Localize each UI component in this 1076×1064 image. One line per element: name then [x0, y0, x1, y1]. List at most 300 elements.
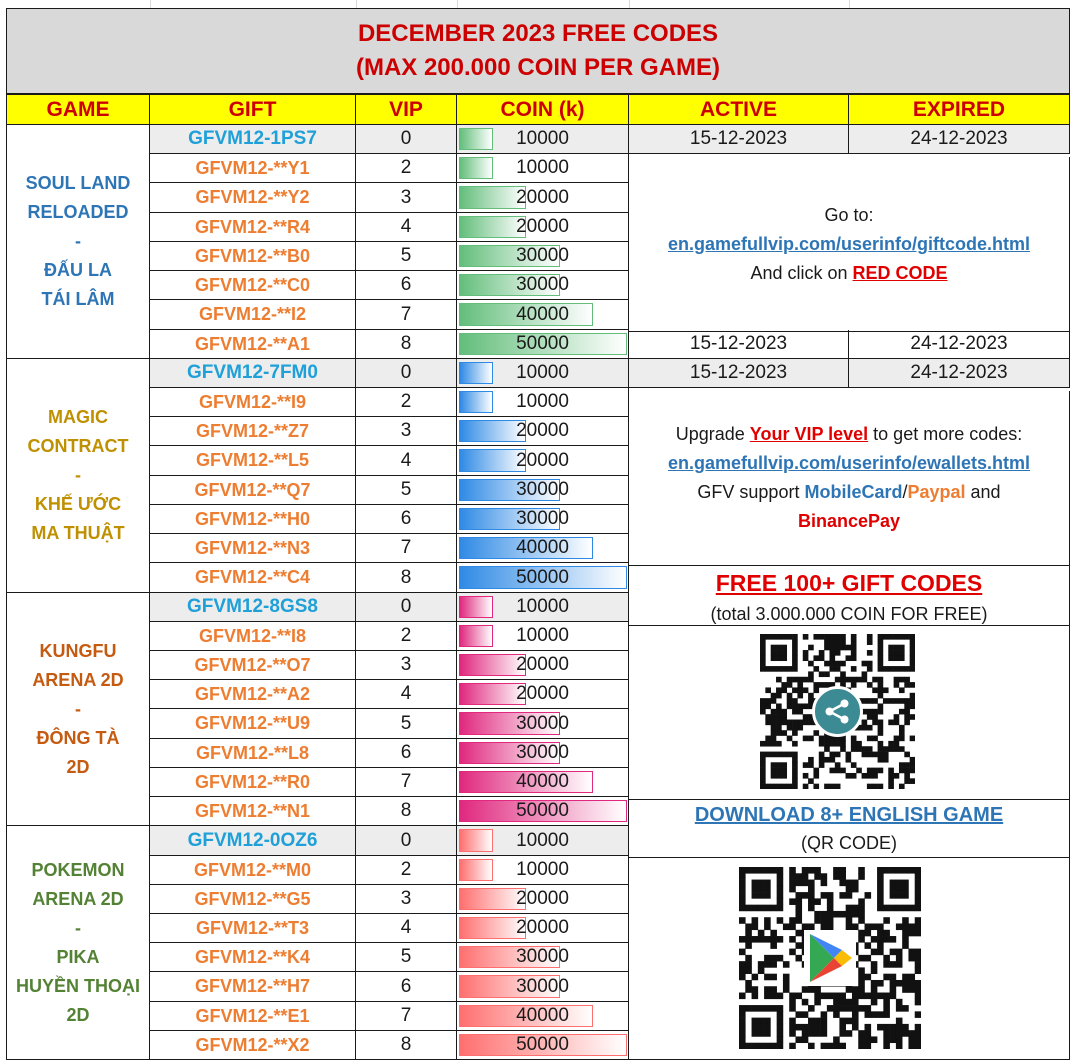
game-name-cell: [6, 593, 150, 826]
qr-module: [819, 741, 825, 747]
qr-module: [910, 736, 915, 742]
coin-value: 20000: [516, 888, 569, 909]
qr-module: [896, 886, 903, 893]
qr-module: [902, 917, 909, 924]
gift-code-cell[interactable]: GFVM12-8GS8: [150, 593, 356, 622]
qr-module: [821, 892, 828, 899]
qr-module: [915, 880, 921, 887]
qr-module: [776, 720, 782, 726]
qr-module: [795, 1024, 802, 1031]
qr-module: [813, 666, 819, 672]
qr-module: [883, 993, 890, 1000]
qr-module: [862, 773, 868, 779]
qr-module: [765, 736, 771, 742]
qr-module: [878, 768, 884, 774]
gift-code-cell[interactable]: GFVM12-**R0: [150, 768, 356, 797]
qr-module: [797, 687, 803, 693]
qr-module: [752, 974, 759, 981]
qr-module: [739, 936, 746, 943]
qr-module: [910, 682, 915, 688]
gift-code-cell[interactable]: GFVM12-**Q7: [150, 476, 356, 505]
gift-code-cell[interactable]: GFVM12-**R4: [150, 213, 356, 242]
qr-module: [899, 645, 905, 651]
qr-module: [829, 650, 835, 656]
gift-code-cell[interactable]: GFVM12-**C0: [150, 271, 356, 300]
game-name-line: 2D: [66, 1004, 90, 1025]
qr-module: [745, 955, 752, 962]
qr-module: [795, 955, 802, 962]
vip-cell: 7: [356, 300, 457, 330]
qr-module: [808, 736, 814, 742]
qr-module: [819, 671, 825, 677]
qr-module: [821, 923, 828, 930]
qr-module: [802, 923, 809, 930]
qr-module: [883, 974, 890, 981]
game-name-cell: [6, 826, 150, 1060]
qr-module: [819, 650, 825, 656]
qr-module: [803, 650, 809, 656]
coin-value: 30000: [516, 742, 569, 763]
game-name-line: ARENA 2D: [32, 669, 124, 690]
qr-module: [827, 1043, 834, 1049]
info-goto: Go to:: [824, 204, 874, 225]
qr-code-download[interactable]: [739, 867, 921, 1049]
qr-module: [910, 762, 915, 768]
qr-module: [821, 1043, 828, 1049]
gift-code-cell[interactable]: GFVM12-**G5: [150, 885, 356, 914]
qr-module: [910, 698, 915, 704]
coin-value: 20000: [516, 654, 569, 675]
qr-module: [771, 709, 777, 715]
qr-module: [781, 682, 787, 688]
qr-module: [851, 677, 857, 683]
qr-module: [776, 768, 782, 774]
qr-module: [915, 955, 921, 962]
qr-module: [745, 936, 752, 943]
qr-module: [858, 986, 865, 993]
qr-module: [904, 773, 910, 779]
qr-module: [839, 993, 846, 1000]
qr-module: [894, 698, 900, 704]
qr-module: [789, 898, 796, 905]
qr-module: [760, 757, 766, 763]
qr-module: [904, 714, 910, 720]
qr-module: [865, 923, 872, 930]
qr-module: [902, 1030, 909, 1037]
qr-module: [792, 784, 798, 789]
qr-module: [821, 873, 828, 880]
qr-module: [908, 867, 915, 874]
qr-module: [883, 936, 890, 943]
qr-module: [910, 661, 915, 667]
qr-module: [877, 1011, 884, 1018]
vip-cell: 8: [356, 797, 457, 826]
free-codes-title[interactable]: FREE 100+ GIFT CODES: [629, 566, 1070, 600]
qr-module: [764, 1030, 771, 1037]
qr-module: [840, 746, 846, 752]
qr-module: [839, 1043, 846, 1049]
qr-module: [776, 725, 782, 731]
gift-code-cell[interactable]: GFVM12-**M0: [150, 856, 356, 885]
qr-module: [829, 645, 835, 651]
game-name-line: ĐẤU LA: [44, 260, 112, 280]
qr-module: [915, 986, 921, 993]
qr-module: [765, 752, 771, 758]
vip-cell: 0: [356, 826, 457, 856]
qr-module: [764, 1005, 771, 1012]
qr-module: [833, 873, 840, 880]
qr-module: [808, 1043, 815, 1049]
qr-module: [888, 666, 894, 672]
qr-module: [771, 752, 777, 758]
expired-date-cell: 24-12-2023: [849, 125, 1070, 154]
qr-module: [851, 773, 857, 779]
coin-value: 10000: [516, 829, 569, 851]
qr-module: [765, 720, 771, 726]
vip-cell: 7: [356, 534, 457, 563]
gift-code-cell[interactable]: GFVM12-0OZ6: [150, 826, 356, 856]
qr-module: [821, 1018, 828, 1025]
qr-module: [871, 1036, 878, 1043]
gift-code-cell[interactable]: GFVM12-**I8: [150, 622, 356, 651]
qr-module: [770, 993, 777, 1000]
info-upgrade: [629, 391, 1070, 566]
qr-module: [803, 714, 809, 720]
qr-module: [883, 1005, 890, 1012]
qr-module: [758, 1018, 765, 1025]
qr-module: [781, 650, 787, 656]
qr-module: [835, 741, 841, 747]
ewallets-link[interactable]: en.gamefullvip.com/userinfo/ewallets.html: [667, 453, 1031, 473]
qr-module: [890, 974, 897, 981]
qr-module: [802, 892, 809, 899]
qr-module: [890, 880, 897, 887]
gift-code-cell[interactable]: GFVM12-**H7: [150, 972, 356, 1002]
qr-module: [835, 752, 841, 758]
vip-cell: 6: [356, 739, 457, 768]
qr-module: [829, 634, 835, 640]
qr-module: [852, 1005, 859, 1012]
qr-module: [770, 1005, 777, 1012]
qr-module: [835, 650, 841, 656]
coin-cell: [457, 709, 629, 739]
qr-module: [813, 634, 819, 640]
qr-module: [890, 1036, 897, 1043]
vip-cell: 7: [356, 768, 457, 797]
qr-module: [867, 666, 873, 672]
upgrade-line: [676, 420, 1023, 449]
qr-module: [871, 936, 878, 943]
gift-code-cell[interactable]: GFVM12-**K4: [150, 943, 356, 972]
coin-cell: [457, 505, 629, 534]
header-gift: GIFT: [150, 94, 356, 125]
gift-code-cell[interactable]: GFVM12-**Y2: [150, 183, 356, 213]
qr-module: [865, 1030, 872, 1037]
qr-module: [833, 1036, 840, 1043]
qr-module: [781, 634, 787, 640]
qr-module: [899, 634, 905, 640]
qr-module: [871, 986, 878, 993]
gift-code-cell[interactable]: GFVM12-1PS7: [150, 125, 356, 154]
gift-code-cell[interactable]: GFVM12-**N3: [150, 534, 356, 563]
qr-module: [792, 709, 798, 715]
qr-module: [813, 730, 819, 736]
qr-module: [752, 886, 759, 893]
qr-code-gift-codes[interactable]: [760, 634, 915, 789]
qr-module: [862, 746, 868, 752]
qr-module: [899, 730, 905, 736]
coin-cell: [457, 943, 629, 972]
qr-module: [802, 1030, 809, 1037]
coin-cell: [457, 856, 629, 885]
coin-cell: [457, 768, 629, 797]
qr-module: [813, 682, 819, 688]
qr-module: [867, 736, 873, 742]
qr-module: [764, 1043, 771, 1049]
qr-module: [745, 942, 752, 949]
qr-module: [915, 1043, 921, 1049]
vip-cell: 8: [356, 563, 457, 593]
qr-module: [904, 720, 910, 726]
qr-module: [783, 974, 790, 981]
qr-module: [789, 886, 796, 893]
qr-module: [852, 1018, 859, 1025]
vip-cell: 2: [356, 622, 457, 651]
qr-module: [764, 986, 771, 993]
qr-module: [777, 1030, 784, 1037]
qr-module: [792, 666, 798, 672]
qr-module: [792, 741, 798, 747]
qr-module: [739, 898, 746, 905]
qr-module: [808, 1018, 815, 1025]
qr-gift-codes-cell: [629, 626, 1070, 800]
gift-code-cell[interactable]: GFVM12-**U9: [150, 709, 356, 739]
qr-module: [894, 682, 900, 688]
game-name-line: -: [75, 698, 81, 719]
game-name-line: TÁI LÂM: [41, 289, 115, 309]
qr-module: [808, 693, 814, 699]
qr-module: [877, 923, 884, 930]
qr-module: [888, 655, 894, 661]
grid-line: [457, 0, 458, 8]
mobilecard-label: MobileCard: [804, 482, 903, 502]
qr-module: [765, 634, 771, 640]
qr-module: [829, 661, 835, 667]
qr-module: [894, 773, 900, 779]
qr-module: [908, 930, 915, 937]
qr-module: [890, 949, 897, 956]
coin-value: 30000: [516, 508, 569, 529]
gift-code-cell[interactable]: GFVM12-7FM0: [150, 359, 356, 388]
coin-cell: [457, 563, 629, 593]
qr-module: [802, 1011, 809, 1018]
qr-module: [858, 898, 865, 905]
coin-value: 50000: [516, 566, 569, 588]
qr-module: [883, 746, 889, 752]
qr-module: [789, 1030, 796, 1037]
qr-module: [871, 967, 878, 974]
qr-module: [846, 911, 853, 918]
qr-module: [760, 741, 766, 747]
gift-code-cell[interactable]: GFVM12-**Z7: [150, 417, 356, 446]
qr-module: [872, 720, 878, 726]
qr-module: [739, 1024, 746, 1031]
qr-module: [819, 757, 825, 763]
qr-module: [896, 955, 903, 962]
qr-module: [776, 709, 782, 715]
qr-module: [745, 905, 752, 912]
qr-module: [758, 967, 765, 974]
gift-code-cell[interactable]: GFVM12-**I9: [150, 388, 356, 417]
qr-module: [883, 961, 890, 968]
gift-code-cell[interactable]: GFVM12-**N1: [150, 797, 356, 826]
vip-cell: 4: [356, 914, 457, 943]
qr-module: [771, 730, 777, 736]
vip-cell: 6: [356, 271, 457, 300]
coin-value: 50000: [516, 333, 569, 354]
qr-module: [781, 687, 787, 693]
qr-module: [797, 720, 803, 726]
qr-module: [835, 639, 841, 645]
qr-module: [899, 698, 905, 704]
qr-module: [877, 1024, 884, 1031]
info-redeem: [629, 157, 1070, 332]
gift-code-cell[interactable]: GFVM12-**Y1: [150, 154, 356, 183]
qr-module: [890, 993, 897, 1000]
gift-code-cell[interactable]: GFVM12-**T3: [150, 914, 356, 943]
qr-module: [824, 757, 830, 763]
qr-module: [899, 677, 905, 683]
qr-module: [777, 1018, 784, 1025]
qr-module: [803, 762, 809, 768]
gift-code-cell[interactable]: GFVM12-**O7: [150, 651, 356, 680]
qr-module: [814, 911, 821, 918]
qr-module: [839, 1018, 846, 1025]
qr-module: [840, 741, 846, 747]
qr-module: [865, 1011, 872, 1018]
qr-module: [792, 762, 798, 768]
qr-module: [846, 1018, 853, 1025]
gift-code-cell[interactable]: GFVM12-**E1: [150, 1002, 356, 1031]
gift-code-cell[interactable]: GFVM12-**L5: [150, 446, 356, 476]
qr-module: [871, 993, 878, 1000]
qr-module: [829, 666, 835, 672]
qr-module: [899, 784, 905, 789]
gift-code-cell[interactable]: GFVM12-**B0: [150, 242, 356, 271]
qr-module: [745, 1005, 752, 1012]
qr-module: [824, 784, 830, 789]
qr-module: [883, 1030, 890, 1037]
qr-module: [829, 741, 835, 747]
qr-module: [867, 746, 873, 752]
qr-module: [824, 746, 830, 752]
qr-module: [808, 880, 815, 887]
qr-module: [915, 873, 921, 880]
giftcode-link[interactable]: en.gamefullvip.com/userinfo/giftcode.html: [667, 233, 1031, 254]
qr-module: [890, 1030, 897, 1037]
qr-module: [777, 917, 784, 924]
qr-module: [851, 650, 857, 656]
qr-module: [752, 993, 759, 1000]
qr-module: [840, 645, 846, 651]
qr-module: [867, 709, 873, 715]
qr-module: [877, 873, 884, 880]
qr-module: [827, 923, 834, 930]
qr-module: [888, 778, 894, 784]
binance-label: BinancePay: [797, 511, 901, 531]
qr-module: [795, 1011, 802, 1018]
qr-module: [758, 1024, 765, 1031]
qr-module: [814, 867, 821, 874]
qr-module: [789, 993, 796, 1000]
qr-module: [787, 693, 793, 699]
qr-module: [797, 703, 803, 709]
coin-cell: [457, 593, 629, 622]
coin-value: 10000: [516, 157, 569, 178]
qr-module: [829, 639, 835, 645]
gift-code-cell[interactable]: GFVM12-**I2: [150, 300, 356, 330]
gift-code-cell[interactable]: GFVM12-**L8: [150, 739, 356, 768]
qr-module: [765, 741, 771, 747]
gift-code-cell[interactable]: GFVM12-**A2: [150, 680, 356, 709]
vip-cell: 0: [356, 359, 457, 388]
qr-module: [872, 687, 878, 693]
gift-code-cell[interactable]: GFVM12-**H0: [150, 505, 356, 534]
qr-module: [877, 867, 884, 874]
gift-code-cell[interactable]: GFVM12-**C4: [150, 563, 356, 593]
coin-cell: [457, 534, 629, 563]
gift-code-cell[interactable]: GFVM12-**A1: [150, 330, 356, 359]
qr-module: [821, 1030, 828, 1037]
qr-module: [867, 714, 873, 720]
qr-module: [777, 867, 784, 874]
coin-value: 30000: [516, 245, 569, 266]
game-name-line: HUYỀN THOẠI: [15, 975, 140, 996]
qr-module: [883, 1024, 890, 1031]
qr-module: [808, 923, 815, 930]
coin-cell: [457, 183, 629, 213]
qr-module: [739, 892, 746, 899]
qr-module: [846, 923, 853, 930]
qr-module: [902, 867, 909, 874]
qr-module: [760, 773, 766, 779]
qr-module: [813, 655, 819, 661]
vip-cell: 2: [356, 154, 457, 183]
qr-module: [745, 986, 752, 993]
vip-level-link[interactable]: Your VIP level: [749, 424, 869, 444]
red-code-link[interactable]: RED CODE: [852, 262, 948, 283]
qr-module: [824, 645, 830, 651]
qr-module: [771, 725, 777, 731]
qr-module: [910, 757, 915, 763]
qr-module: [803, 703, 809, 709]
qr-module: [787, 720, 793, 726]
qr-module: [877, 930, 884, 937]
game-name-line: RELOADED: [27, 202, 129, 222]
qr-module: [776, 784, 782, 789]
qr-module: [802, 999, 809, 1006]
coin-cell: [457, 359, 629, 388]
qr-module: [915, 961, 921, 968]
qr-module: [835, 666, 841, 672]
download-subtitle: (QR CODE): [629, 830, 1070, 858]
coin-cell: [457, 271, 629, 300]
qr-module: [865, 942, 872, 949]
download-title[interactable]: DOWNLOAD 8+ ENGLISH GAME: [629, 800, 1070, 830]
qr-module: [865, 1024, 872, 1031]
coin-value: 20000: [516, 683, 569, 704]
gift-code-cell[interactable]: GFVM12-**X2: [150, 1031, 356, 1060]
